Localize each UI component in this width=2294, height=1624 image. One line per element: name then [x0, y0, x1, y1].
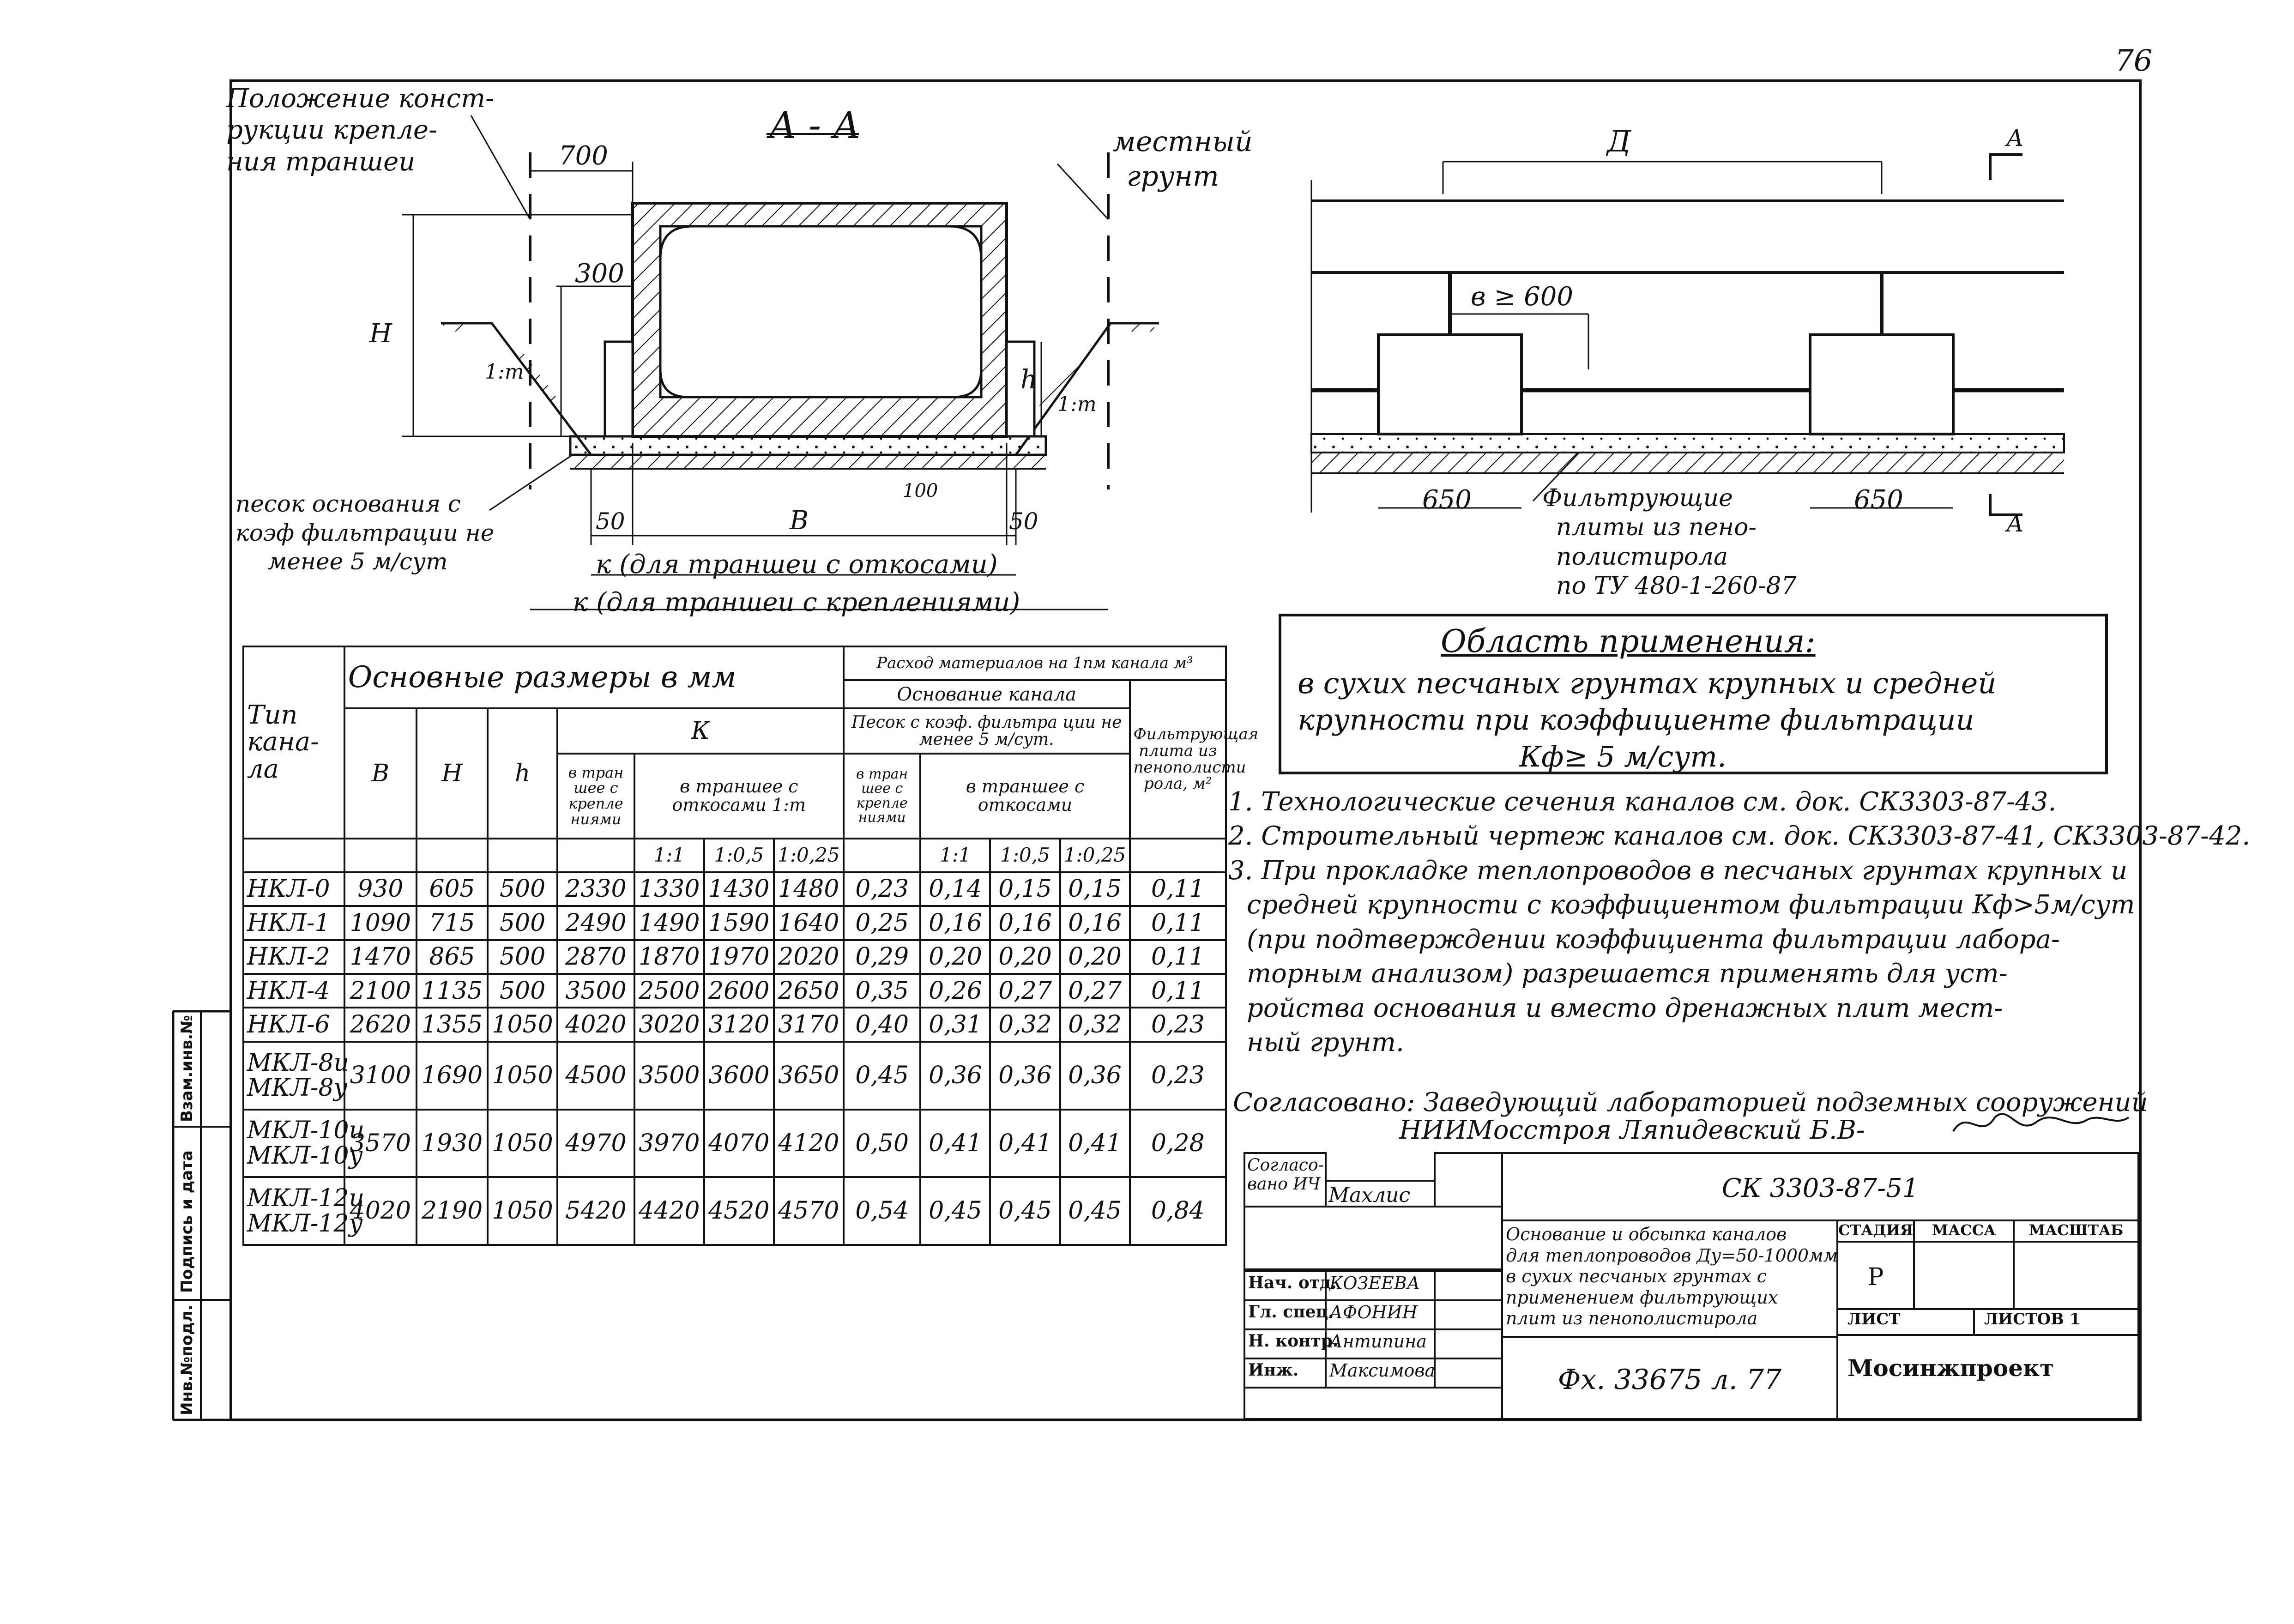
- table-header-spacer: [243, 839, 344, 872]
- cell-s4: 0,36: [1060, 1042, 1130, 1110]
- cell-s1: 0,25: [844, 906, 921, 940]
- table-header-base: Основание канала: [844, 680, 1130, 708]
- note-line: средней крупности с коэффициентом фильтрации Кф>5м/сут: [1247, 890, 2135, 920]
- dimension-H: Н: [369, 319, 392, 349]
- cell-H: 865: [417, 940, 488, 974]
- tb-agreed-name: Махлис: [1325, 1180, 1436, 1207]
- position-note-line: ния траншеи: [226, 146, 416, 177]
- tb-agreed-role: Согласо- вано ИЧ: [1244, 1152, 1327, 1207]
- cell-h: 1050: [488, 1042, 557, 1110]
- cell-s4: 0,32: [1060, 1008, 1130, 1041]
- cell-k2: 3970: [634, 1110, 704, 1177]
- table-row: [243, 1008, 1226, 1041]
- cell-f: 0,11: [1130, 906, 1226, 940]
- cell-k4: 4120: [774, 1110, 844, 1177]
- table-header-sand: Песок с коэф. фильтра ции не менее 5 м/сут.: [844, 708, 1130, 754]
- tb-role: Инж.: [1244, 1358, 1327, 1389]
- channel-type-cell: [243, 1110, 365, 1177]
- cell-s3: 0,20: [990, 940, 1060, 974]
- table-header-sand-ratio-1-025: 1:0,25: [1060, 839, 1130, 872]
- cell-k2: 2500: [634, 974, 704, 1008]
- table-header-type: Тип кана- ла: [243, 646, 344, 839]
- table-header-supports: в тран шее с крепле ниями: [557, 754, 634, 838]
- channel-type: НКЛ-0: [247, 875, 330, 903]
- cell-k4: 4570: [774, 1177, 844, 1245]
- table-header-sand-ratio-1-05: 1:0,5: [990, 839, 1060, 872]
- section-mark-bottom: А: [2006, 510, 2024, 537]
- table-header-filter-plate: Фильтрующая плита из пенополисти рола, м²: [1130, 680, 1226, 838]
- channel-type: МКЛ-12у: [247, 1209, 363, 1238]
- sand-note-line: коэф фильтрации не: [235, 519, 495, 546]
- tb-signature: [1434, 1299, 1503, 1330]
- tb-doc-code: СК 3303-87-51: [1501, 1152, 2139, 1221]
- cell-s2: 0,16: [920, 906, 990, 940]
- table-header-sand-supports: в тран шее с крепле ниями: [844, 754, 921, 838]
- cell-s4: 0,27: [1060, 974, 1130, 1008]
- cell-k1: 3500: [557, 974, 634, 1008]
- dimension-50-right: 50: [1009, 508, 1038, 535]
- cell-s2: 0,31: [920, 1008, 990, 1041]
- cell-k3: 1590: [704, 906, 774, 940]
- cell-k1: 2330: [557, 872, 634, 906]
- channel-type-cell: [243, 940, 344, 974]
- tb-description: [1501, 1220, 1838, 1338]
- tb-person-name: Максимова: [1325, 1358, 1436, 1389]
- tb-stage-value: Р: [1836, 1241, 1915, 1310]
- sand-note-line: менее 5 м/сут: [268, 548, 448, 575]
- cell-k4: 3170: [774, 1008, 844, 1041]
- title-block: [1244, 1152, 2139, 1420]
- cell-s3: 0,16: [990, 906, 1060, 940]
- cell-k1: 2870: [557, 940, 634, 974]
- note-line: торным анализом) разрешается применять для уст-: [1247, 959, 2008, 989]
- channel-type: НКЛ-4: [247, 977, 330, 1005]
- cell-s3: 0,15: [990, 872, 1060, 906]
- cell-k3: 1430: [704, 872, 774, 906]
- cell-k1: 4970: [557, 1110, 634, 1177]
- cell-B: 3100: [344, 1042, 417, 1110]
- cell-k4: 2020: [774, 940, 844, 974]
- cell-h: 500: [488, 906, 557, 940]
- cell-k3: 4070: [704, 1110, 774, 1177]
- cell-H: 1930: [417, 1110, 488, 1177]
- note-line: 2. Строительный чертеж каналов см. док. СК3303-87-41, СК3303-87-42.: [1228, 821, 2251, 851]
- table-header-main-dimensions: Основные размеры в мм: [344, 646, 844, 708]
- local-soil-line: местный: [1113, 126, 1253, 158]
- cell-f: 0,23: [1130, 1008, 1226, 1041]
- cell-s3: 0,45: [990, 1177, 1060, 1245]
- section-label: А - А: [769, 104, 861, 147]
- channel-type-cell: [243, 1042, 350, 1110]
- cell-s4: 0,16: [1060, 906, 1130, 940]
- position-note-line: рукции крепле-: [226, 115, 437, 145]
- usage-area-title: Область применения:: [1441, 623, 1816, 660]
- side-stamp-inventory: Инв.№подл.: [178, 1304, 196, 1415]
- table-header-ratio-1-025: 1:0,25: [774, 839, 844, 872]
- tb-person-name: АФОНИН: [1325, 1299, 1436, 1330]
- cell-s1: 0,54: [844, 1177, 921, 1245]
- cell-s3: 0,36: [990, 1042, 1060, 1110]
- tb-left-spacer: [1244, 1206, 1503, 1270]
- table-header-B: В: [344, 708, 417, 838]
- sand-note-line: песок основания с: [235, 490, 461, 517]
- tb-mass-value: [1913, 1241, 2015, 1310]
- cell-s4: 0,15: [1060, 872, 1130, 906]
- tb-left-bottom: [1244, 1387, 1503, 1420]
- cell-k3: 3120: [704, 1008, 774, 1041]
- dimension-50-left: 50: [596, 508, 625, 535]
- local-soil-line: грунт: [1127, 160, 1219, 193]
- position-note-line: Положение конст-: [226, 84, 495, 114]
- cell-s2: 0,45: [920, 1177, 990, 1245]
- filter-plates-line: плиты из пено-: [1556, 513, 1757, 542]
- table-row: [243, 1042, 1226, 1110]
- cell-H: 1135: [417, 974, 488, 1008]
- tb-stage-label: СТАДИЯ: [1836, 1220, 1915, 1243]
- agreement-line-1: Согласовано: Заведующий лабораторией подземных сооружений: [1233, 1087, 2148, 1117]
- usage-area-line: Кф≥ 5 м/сут.: [1519, 739, 1727, 773]
- cell-k1: 4020: [557, 1008, 634, 1041]
- agreement-line-2: НИИМосстроя Ляпидевский Б.В-: [1399, 1115, 1865, 1145]
- notes-block: [1228, 785, 2250, 1060]
- filter-plates-line: по ТУ 480-1-260-87: [1556, 572, 1797, 600]
- cell-k1: 5420: [557, 1177, 634, 1245]
- slope-right: 1:m: [1057, 392, 1097, 416]
- dimensions-table: [242, 646, 1259, 1246]
- filter-plates-note: [1542, 484, 1797, 601]
- side-stamp-replacement: Взам.инв.№: [178, 1015, 196, 1122]
- tb-organization: Мосинжпроект: [1836, 1334, 2139, 1420]
- cell-f: 0,28: [1130, 1110, 1226, 1177]
- cell-B: 3570: [344, 1110, 417, 1177]
- filter-plates-line: Фильтрующие: [1542, 484, 1733, 512]
- cell-H: 605: [417, 872, 488, 906]
- table-header-h: h: [488, 708, 557, 838]
- plan-view-drawing: [1311, 155, 2064, 515]
- cell-h: 500: [488, 872, 557, 906]
- cell-k1: 2490: [557, 906, 634, 940]
- cell-k4: 2650: [774, 974, 844, 1008]
- tb-description-line: Основание и обсыпка каналов: [1506, 1224, 1787, 1244]
- cell-k3: 4520: [704, 1177, 774, 1245]
- note-line: ройства основания и вместо дренажных плит мест-: [1247, 993, 2003, 1023]
- cell-s3: 0,41: [990, 1110, 1060, 1177]
- tb-description-line: в сухих песчаных грунтах с: [1506, 1266, 1767, 1287]
- usage-area-line: в сухих песчаных грунтах крупных и средней: [1298, 666, 1997, 700]
- cell-s1: 0,50: [844, 1110, 921, 1177]
- agreement-signature: [1949, 1099, 2133, 1150]
- cell-B: 1090: [344, 906, 417, 940]
- cell-s1: 0,45: [844, 1042, 921, 1110]
- cell-B: 4020: [344, 1177, 417, 1245]
- dimension-B: В: [790, 506, 809, 536]
- cell-s3: 0,27: [990, 974, 1060, 1008]
- cell-k2: 3020: [634, 1008, 704, 1041]
- cell-k4: 1480: [774, 872, 844, 906]
- cell-s4: 0,20: [1060, 940, 1130, 974]
- cell-s1: 0,35: [844, 974, 921, 1008]
- tb-agreed-signature: [1434, 1152, 1503, 1207]
- tb-signature: [1434, 1358, 1503, 1389]
- table-header-spacer: [344, 839, 417, 872]
- cell-k3: 3600: [704, 1042, 774, 1110]
- channel-type-cell: [243, 872, 344, 906]
- table-row: [243, 872, 1226, 906]
- channel-type: МКЛ-8у: [247, 1074, 348, 1102]
- usage-area-line: крупности при коэффициенте фильтрации: [1298, 703, 1974, 737]
- table-header-materials: Расход материалов на 1пм канала м³: [844, 646, 1226, 680]
- cell-f: 0,11: [1130, 872, 1226, 906]
- table-header-spacer: [557, 839, 634, 872]
- channel-type: НКЛ-2: [247, 943, 330, 971]
- dimension-D: Д: [1607, 125, 1631, 159]
- table-header-ratio-1-1: 1:1: [634, 839, 704, 872]
- table-header-slopes: в траншее с откосами 1:m: [634, 754, 844, 838]
- page-number: 76: [2115, 44, 2153, 78]
- cell-f: 0,84: [1130, 1177, 1226, 1245]
- dimension-650-right: 650: [1854, 485, 1903, 515]
- tb-person-name: Антипина: [1325, 1328, 1436, 1359]
- cell-s1: 0,29: [844, 940, 921, 974]
- cell-s2: 0,14: [920, 872, 990, 906]
- cell-s4: 0,41: [1060, 1110, 1130, 1177]
- cell-k2: 1490: [634, 906, 704, 940]
- channel-type: МКЛ-10и: [247, 1117, 365, 1145]
- tb-signature: [1434, 1270, 1503, 1301]
- cell-s3: 0,32: [990, 1008, 1060, 1041]
- usage-area-text: [1298, 665, 1996, 775]
- cell-s2: 0,41: [920, 1110, 990, 1177]
- table-header-K: К: [557, 708, 844, 754]
- channel-type: НКЛ-6: [247, 1010, 330, 1038]
- cell-k2: 3500: [634, 1042, 704, 1110]
- k-supports-label: к (для траншеи с креплениями): [573, 587, 1020, 617]
- tb-person-name: КОЗЕЕВА: [1325, 1270, 1436, 1301]
- sand-note: [235, 489, 494, 576]
- dimension-700: 700: [559, 141, 608, 171]
- table-row: [243, 940, 1226, 974]
- tb-description-line: плит из пенополистирола: [1506, 1308, 1758, 1329]
- table-header-spacer: [1130, 839, 1226, 872]
- k-slopes-label: к (для траншеи с откосами): [596, 549, 998, 580]
- cell-h: 500: [488, 940, 557, 974]
- channel-type: МКЛ-10у: [247, 1141, 363, 1170]
- cell-H: 715: [417, 906, 488, 940]
- tb-description-line: применением фильтрующих: [1506, 1287, 1778, 1308]
- cell-B: 930: [344, 872, 417, 906]
- cell-s2: 0,36: [920, 1042, 990, 1110]
- cell-f: 0,23: [1130, 1042, 1226, 1110]
- cell-k3: 1970: [704, 940, 774, 974]
- table-row: [243, 906, 1226, 940]
- tb-role: Нач. отд.: [1244, 1270, 1327, 1301]
- cell-H: 2190: [417, 1177, 488, 1245]
- table-body: [243, 872, 1226, 1245]
- cell-B: 2100: [344, 974, 417, 1008]
- channel-type: МКЛ-8и: [247, 1049, 350, 1077]
- table-header-H: Н: [417, 708, 488, 838]
- cell-k1: 4500: [557, 1042, 634, 1110]
- table-header-sand-ratio-1-1: 1:1: [920, 839, 990, 872]
- cell-s2: 0,20: [920, 940, 990, 974]
- cell-B: 1470: [344, 940, 417, 974]
- tb-description-line: для теплопроводов Ду=50-1000мм: [1506, 1245, 1838, 1266]
- cell-s2: 0,26: [920, 974, 990, 1008]
- tb-scale-label: МАСШТАБ: [2013, 1220, 2139, 1243]
- section-mark-top: А: [2006, 125, 2024, 151]
- note-line: (при подтверждении коэффициента фильтрации лабора-: [1247, 924, 2060, 954]
- channel-type: МКЛ-12и: [247, 1184, 365, 1213]
- table-header-spacer: [417, 839, 488, 872]
- cell-k4: 3650: [774, 1042, 844, 1110]
- cell-H: 1690: [417, 1042, 488, 1110]
- dimension-h: h: [1020, 365, 1038, 395]
- spacing-label: в ≥ 600: [1471, 282, 1574, 312]
- cell-B: 2620: [344, 1008, 417, 1041]
- table-header-spacer: [488, 839, 557, 872]
- cell-h: 1050: [488, 1008, 557, 1041]
- cell-s1: 0,23: [844, 872, 921, 906]
- tb-mass-label: МАССА: [1913, 1220, 2015, 1243]
- note-line: 3. При прокладке теплопроводов в песчаных грунтах крупных и: [1228, 855, 2128, 886]
- channel-type-cell: [243, 1008, 344, 1041]
- table-header-ratio-1-05: 1:0,5: [704, 839, 774, 872]
- cell-f: 0,11: [1130, 974, 1226, 1008]
- local-soil-note: [1113, 125, 1253, 194]
- table-header-sand-slopes: в траншее с откосами: [920, 754, 1129, 838]
- cell-k2: 1870: [634, 940, 704, 974]
- tb-sheet-label: ЛИСТ: [1836, 1308, 1975, 1336]
- cell-h: 1050: [488, 1177, 557, 1245]
- channel-type-cell: [243, 1177, 365, 1245]
- cell-k3: 2600: [704, 974, 774, 1008]
- cell-k2: 1330: [634, 872, 704, 906]
- filter-plates-line: полистирола: [1556, 543, 1728, 571]
- cell-h: 500: [488, 974, 557, 1008]
- tb-signature: [1434, 1328, 1503, 1359]
- cell-k4: 1640: [774, 906, 844, 940]
- tb-archive-number: Фx. 33675 л. 77: [1501, 1336, 1838, 1420]
- cell-s4: 0,45: [1060, 1177, 1130, 1245]
- tb-scale-value: [2013, 1241, 2139, 1310]
- channel-type-cell: [243, 974, 344, 1008]
- table-row: [243, 1177, 1226, 1245]
- position-note: [226, 83, 494, 178]
- cell-s1: 0,40: [844, 1008, 921, 1041]
- channel-type-cell: [243, 906, 344, 940]
- tb-sheets-label: ЛИСТОВ 1: [1973, 1308, 2139, 1336]
- side-stamp-signature: Подпись и дата: [178, 1150, 196, 1293]
- dimension-650-left: 650: [1422, 485, 1472, 515]
- dimension-100: 100: [903, 480, 938, 501]
- dimension-300: 300: [575, 259, 624, 289]
- note-line: 1. Технологические сечения каналов см. док. СК3303-87-43.: [1228, 787, 2057, 817]
- note-line: ный грунт.: [1247, 1027, 1404, 1058]
- channel-type: НКЛ-1: [247, 909, 330, 937]
- slope-left: 1:m: [485, 360, 524, 384]
- tb-role: Гл. спец.: [1244, 1299, 1327, 1330]
- table-row: [243, 974, 1226, 1008]
- table-row: [243, 1110, 1226, 1177]
- cell-H: 1355: [417, 1008, 488, 1041]
- table-header-spacer: [844, 839, 921, 872]
- cell-f: 0,11: [1130, 940, 1226, 974]
- cell-k2: 4420: [634, 1177, 704, 1245]
- tb-role: Н. контр.: [1244, 1328, 1327, 1359]
- cell-h: 1050: [488, 1110, 557, 1177]
